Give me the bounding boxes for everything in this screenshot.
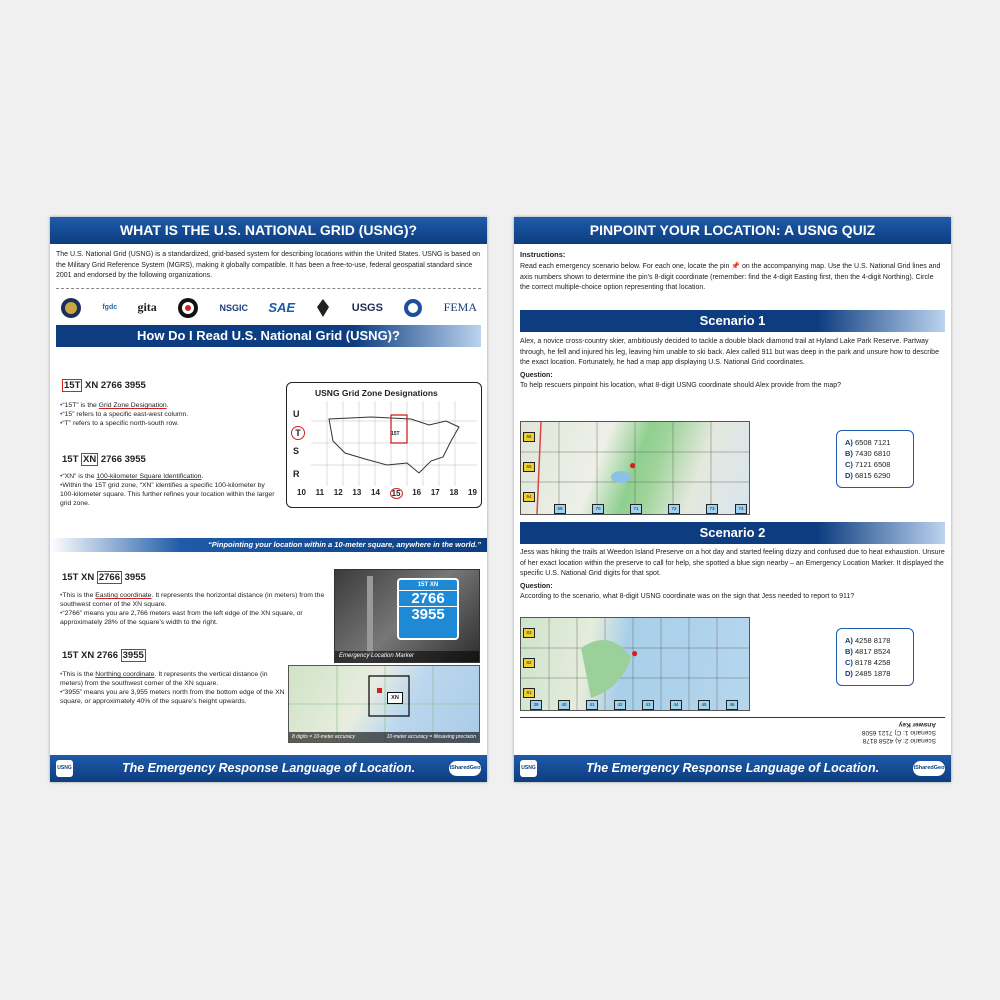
northing-bullets: • This is the Northing coordinate. It represents the vertical distance (in meters) from the southwest corner of the XN square. • “3955” means you are 3,955 meters north from the bottom edge of the XN square, or approximately 40% of the square’s height upwards. <box>60 670 285 706</box>
s2-x-label: 44 <box>670 700 682 710</box>
endorser-logos <box>50 289 487 321</box>
gzd-bullets: • “15T” is the Grid Zone Designation. • “15” refers to a specific east-west column. • “T” refers to a specific north-south row. <box>60 401 280 428</box>
s2-x-label: 43 <box>642 700 654 710</box>
northing-heading: 15T XN 2766 3955 <box>62 650 144 661</box>
s2-x-label: 41 <box>586 700 598 710</box>
logo-nsgic: NSGIC <box>219 302 249 313</box>
usng-logo-icon: USNG <box>520 760 537 777</box>
sqid-bullets: • “XN” is the 100-kilometer Square Identification. • Within the 15T grid zone, “XN” identifies a specific 100-kilometer by 100-kilometer square. This further refines your location within the larger grid zone. <box>60 472 280 508</box>
usng-logo-icon: USNG <box>56 760 73 777</box>
choice-option[interactable]: B) 7430 6810 <box>845 449 891 458</box>
gzd-heading: 15T XN 2766 3955 <box>64 380 146 391</box>
scenario-1-question: To help rescuers pinpoint his location, what 8-digit USNG coordinate should Alex provide from the map? <box>520 381 842 389</box>
s2-y-label: 83 <box>523 628 535 638</box>
right-footer <box>514 755 951 782</box>
scenario-2-map <box>520 617 750 711</box>
scenario-1-question-label: Question: <box>520 371 553 379</box>
left-page <box>50 217 487 782</box>
left-footer <box>50 755 487 782</box>
choice-option[interactable]: D) 2485 1878 <box>845 669 891 678</box>
xn-map <box>288 665 480 743</box>
divider <box>520 717 945 718</box>
scenario-2-heading: Scenario 2 <box>520 522 945 544</box>
dhs-seal-icon <box>403 298 423 318</box>
xn-map-label: XN <box>387 692 403 704</box>
scenario-2-question-label: Question: <box>520 582 553 590</box>
s2-x-label: 46 <box>726 700 738 710</box>
scenario-1-choices <box>836 430 914 488</box>
isharedgeo-logo-icon: iSharedGeo <box>913 761 945 776</box>
us-outline-icon <box>311 401 477 486</box>
choice-option[interactable]: C) 7121 6508 <box>845 460 891 469</box>
gzd-zone-label: 15T <box>391 431 400 437</box>
gzd-map <box>286 382 482 508</box>
gzd-col-labels: 10 11 12 13 14 15 16 17 18 19 <box>297 488 477 498</box>
s2-x-label: 45 <box>698 700 710 710</box>
logo-sae: SAE <box>268 300 296 315</box>
s2-y-label: 82 <box>523 658 535 668</box>
scenario-1-text: Alex, a novice cross-country skier, ambitiously decided to tackle a double black diamond trail at Hyland Lake Park Reserve. Partway through, he fell and injured his leg, leaving him unable to ski back. Alex called 911 but was deep in the park and unsure how to describe the exact location. Fortunately, he had a map app displaying U.S. National Grid coordinates. <box>520 338 939 366</box>
isharedgeo-logo-icon: iSharedGeo <box>449 761 481 776</box>
gzd-map-title: USNG Grid Zone Designations <box>315 388 438 398</box>
easting-bullets: • This is the Easting coordinate. It represents the horizontal distance (in meters) from the southwest corner of the XN square. • “2766” means you are 2,766 meters east from the left edge of the XN square, or approximately 28% of the square’s width to the right. <box>60 591 325 627</box>
s1-x-label: 70 <box>592 504 604 514</box>
sign-caption: Emergency Location Marker <box>335 651 479 662</box>
gzd-row-labels: U T S R <box>293 403 305 486</box>
s1-x-label: 72 <box>668 504 680 514</box>
eagle-icon <box>315 297 331 319</box>
scenario-1-heading: Scenario 1 <box>520 310 945 332</box>
s1-y-label: 64 <box>523 492 535 502</box>
logo-usgs: USGS <box>351 301 383 314</box>
s2-x-label: 42 <box>614 700 626 710</box>
intro-paragraph: The U.S. National Grid (USNG) is a standardized, grid-based system for describing locations within the United States. USNG is based on the Military Grid Reference System (MGRS), making it globally compatible. It has been a free-to-use, federal geospatial standard since 2001 and endorsed by the following organizations. <box>56 251 481 279</box>
right-page <box>514 217 951 782</box>
s1-y-label: 65 <box>523 462 535 472</box>
quiz-title: PINPOINT YOUR LOCATION: A USNG QUIZ <box>514 217 951 244</box>
how-to-read-heading: How Do I Read U.S. National Grid (USNG)? <box>56 325 481 347</box>
s1-y-label: 66 <box>523 432 535 442</box>
sqid-heading: 15T XN 2766 3955 <box>62 454 146 465</box>
scenario-2-choices <box>836 628 914 686</box>
logo-fema: FEMA <box>443 300 477 314</box>
left-page-title: WHAT IS THE U.S. NATIONAL GRID (USNG)? <box>50 217 487 244</box>
easting-heading: 15T XN 2766 3955 <box>62 572 146 583</box>
s2-x-label: 40 <box>558 700 570 710</box>
choice-option[interactable]: A) 4258 8178 <box>845 636 891 645</box>
scenario-2-map-grid <box>521 618 749 710</box>
left-footer-text: The Emergency Response Language of Location. <box>121 761 416 775</box>
xn-map-caption: 8 digits = 10-meter accuracy 10-meter accuracy = lifesaving precision <box>289 732 479 742</box>
s2-y-label: 81 <box>523 688 535 698</box>
emergency-location-marker: 15T XN 2766 3955 <box>397 578 459 640</box>
scenario-2-text: Jess was hiking the trails at Weedon Island Preserve on a hot day and started feeling dizzy and confused due to heat exhaustion. Unsure of her exact location within the preserve to call for help, she spotted a blue sign nearby – an Emergency Location Marker. It displayed the specific U.S. National Grid digits for that spot. <box>520 549 945 577</box>
tagline-banner: “Pinpointing your location within a 10-meter square, anywhere in the world.” <box>50 538 487 552</box>
choice-option[interactable]: A) 6508 7121 <box>845 438 891 447</box>
answer-key: Scenario 2: A) 4258 8178 Scenario 1: C) 7121 6508 Answer Key <box>861 721 936 744</box>
map-pin-icon: ● <box>629 458 637 472</box>
map-pin-icon: ● <box>631 646 639 660</box>
s2-x-label: 39 <box>530 700 542 710</box>
xn-map-grid <box>289 666 479 742</box>
choice-option[interactable]: D) 6815 6290 <box>845 471 891 480</box>
choice-option[interactable]: B) 4817 8524 <box>845 647 891 656</box>
logo-gita: gita <box>137 300 157 314</box>
nena-seal-icon <box>177 297 199 319</box>
choice-option[interactable]: C) 8178 4258 <box>845 658 891 667</box>
s1-x-label: 71 <box>630 504 642 514</box>
instructions-text: Read each emergency scenario below. For each one, locate the pin 📌 on the accompanying map. Use the U.S. National Grid lines and axis numbers shown to determine the pin’s 8-digit coordinate (remember: find the 4-digit Easting first, then the 4-digit Northing). Circle the correct multiple-choice option representing that location. <box>520 263 941 291</box>
sign-photo <box>334 569 480 663</box>
logo-fgdc: fgdc <box>102 304 118 311</box>
instructions-label: Instructions: <box>520 250 566 259</box>
s1-x-label: 73 <box>706 504 718 514</box>
right-footer-text: The Emergency Response Language of Location. <box>585 761 880 775</box>
s1-x-label: 69 <box>554 504 566 514</box>
scenario-2-question: According to the scenario, what 8-digit USNG coordinate was on the sign that Jess needed to report to 911? <box>520 592 855 600</box>
scenario-1-map <box>520 421 750 515</box>
dod-seal-icon <box>60 297 82 319</box>
s1-x-label: 74 <box>735 504 747 514</box>
